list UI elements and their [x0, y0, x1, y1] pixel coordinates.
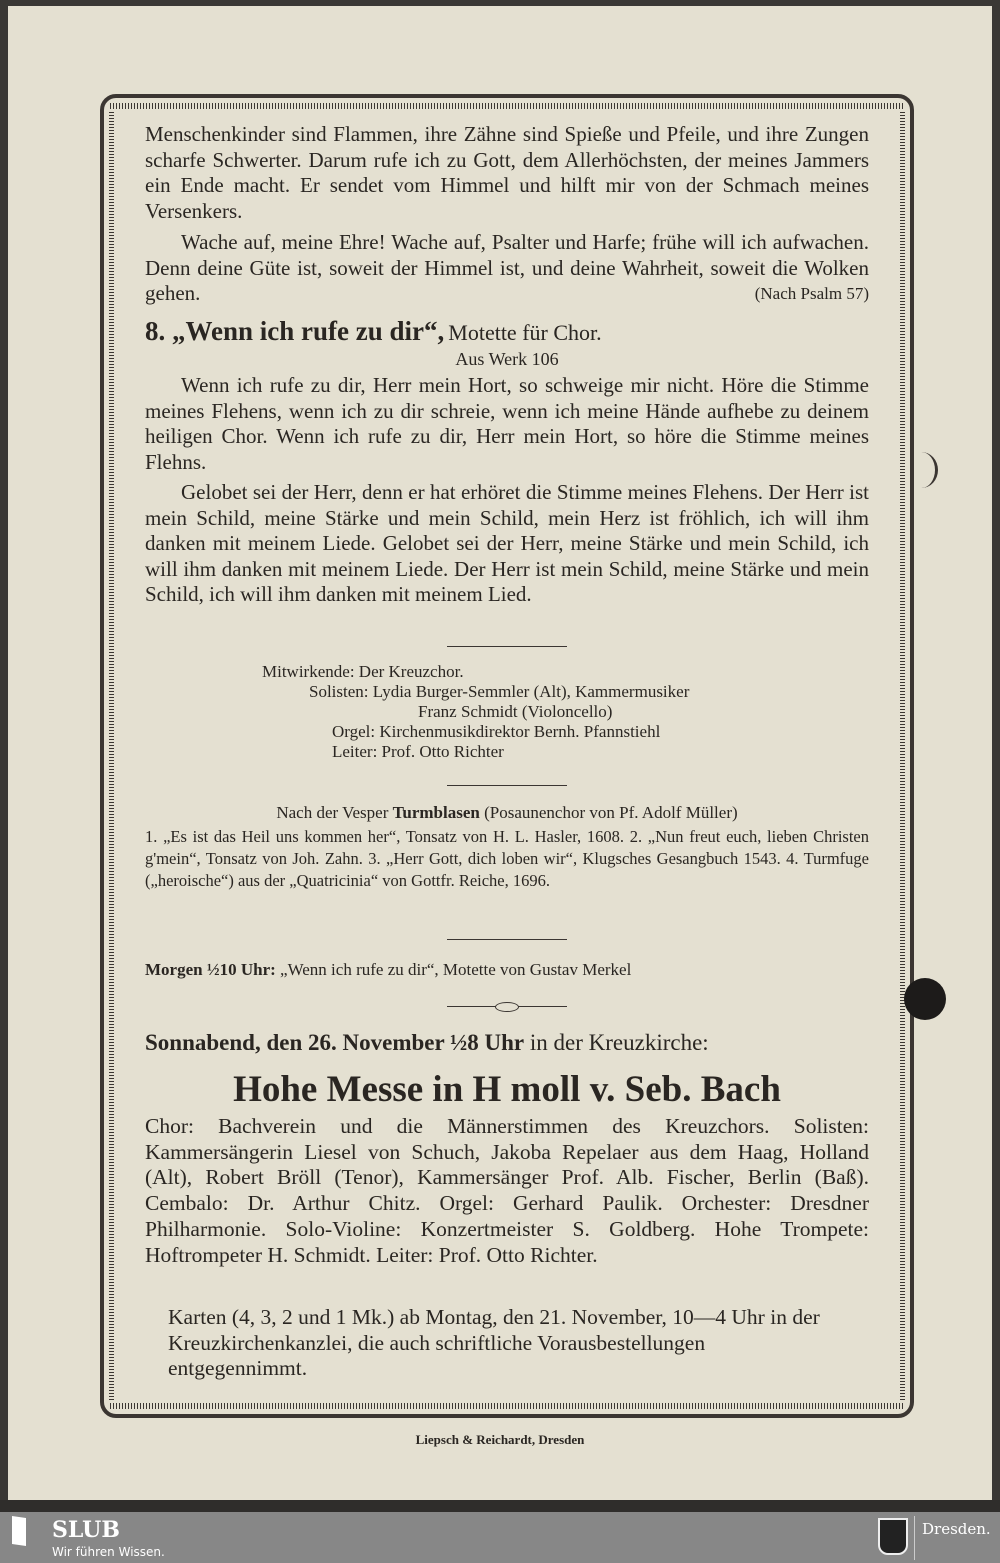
tickets-info: Karten (4, 3, 2 und 1 Mk.) ab Montag, den 21. November, 10—4 Uhr in der Kreuzkirchenkanzlei, die auch schriftliche Vorausbestellungen entgegennimmt.: [168, 1305, 820, 1380]
dresden-coat-of-arms-icon: [878, 1518, 908, 1555]
divider: [447, 785, 567, 786]
item-title: 8. „Wenn ich rufe zu dir“,: [145, 316, 445, 346]
item-paragraph: Wenn ich rufe zu dir, Herr mein Hort, so schweige mir nicht. Höre die Stimme meines Flehens, wenn ich zu dir schreie, wenn ich meine Hände aufhebe zu deinem heiligen Chor. Wenn ich rufe zu dir, Herr mein Hort, so höre die Stimme meines Flehns.: [145, 373, 869, 474]
viewer-footer-bar: [0, 1512, 1000, 1563]
turmblasen-list: 1. „Es ist das Heil uns kommen her“, Tonsatz von H. L. Hasler, 1608. 2. „Nun freut euch, lieben Christen g'mein“, Tonsatz von Joh. Zahn. 3. „Herr Gott, dich loben wir“, Klugsches Gesangbuch 1543. 4. Turmfuge („heroische“) aus der „Quatricinia“ von Gottfr. Reiche, 1696.: [145, 827, 869, 890]
credits-line: Mitwirkende: Der Kreuzchor.: [262, 662, 464, 681]
concert-title: Hohe Messe in H moll v. Seb. Bach: [233, 1069, 781, 1110]
punch-hole-arc: [905, 452, 938, 488]
psalm-text: [145, 122, 869, 307]
printer-imprint: Liepsch & Reichardt, Dresden: [415, 1432, 585, 1447]
psalm-paragraph: Wache auf, meine Ehre! Wache auf, Psalter und Harfe; frühe will ich aufwachen. Denn deine Güte ist, soweit der Himmel ist, und deine Wahrheit, soweit die Wolken gehen. (Nach Psalm 57): [145, 230, 869, 305]
psalm-source: (Nach Psalm 57): [754, 284, 869, 303]
slub-tagline: Wir führen Wissen.: [52, 1545, 165, 1559]
turmblasen: [145, 803, 869, 892]
item-subtitle: Motette für Chor.: [448, 320, 602, 345]
scan-edge: [0, 1500, 1000, 1512]
concert-performers: Chor: Bachverein und die Männerstimmen des Kreuzchors. Solisten: Kammersängerin Liesel von Schuch, Jakoba Repelaer aus dem Haag, Holland (Alt), Robert Bröll (Tenor), Kammersänger Prof. Alb. Fischer, Berlin (Baß). Cembalo: Dr. Arthur Chitz. Orgel: Gerhard Paulik. Orchester: Dresdner Philharmonie. Solo-Violine: Konzertmeister S. Goldberg. Hohe Trompete: Hoftrompeter H. Schmidt. Leiter: Prof. Otto Richter.: [145, 1114, 869, 1267]
divider: [447, 646, 567, 647]
morgen-note: Morgen ½10 Uhr: „Wenn ich rufe zu dir“, Motette von Gustav Merkel: [145, 960, 632, 979]
dresden-logo-text[interactable]: Dresden.: [922, 1520, 991, 1538]
credits-line: Franz Schmidt (Violoncello): [418, 702, 613, 721]
credits-line: Solisten: Lydia Burger-Semmler (Alt), Kammermusiker: [309, 682, 690, 701]
concert-performers-block: [145, 1114, 869, 1268]
concert-date: Sonnabend, den 26. November ½8 Uhr in der Kreuzkirche:: [145, 1030, 709, 1055]
turmblasen-heading: Nach der Vesper Turmblasen (Posaunenchor von Pf. Adolf Müller): [276, 803, 738, 822]
credits-line: Orgel: Kirchenmusikdirektor Bernh. Pfannstiehl: [332, 722, 661, 741]
item-paragraph: Gelobet sei der Herr, denn er hat erhöret die Stimme meines Flehens. Der Herr ist mein Schild, meine Stärke und mein Schild, mein Herz ist fröhlich, ich will ihm danken mit meinem Liede. Gelobet sei der Herr, meine Stärke und mein Schild, ich will ihm danken mit meinem Liede. Der Herr ist mein Schild, meine Stärke und mein Schild, ich will ihm danken mit meinem Lied.: [145, 480, 869, 606]
punch-hole: [904, 978, 946, 1020]
separator: [914, 1516, 915, 1560]
slub-logo-text[interactable]: SLUB: [52, 1517, 120, 1543]
divider: [447, 939, 567, 940]
psalm-paragraph: Menschenkinder sind Flammen, ihre Zähne sind Spieße und Pfeile, und ihre Zungen scharfe Schwerter. Darum rufe ich zu Gott, dem Allerhöchsten, der meines Jammers ein Ende macht. Er sendet vom Himmel und hilft mir von der Schmach meines Versenkers.: [145, 122, 869, 223]
tickets-block: [168, 1305, 848, 1382]
item-8: [145, 316, 869, 608]
ornament-center: [495, 1002, 519, 1012]
credits: [262, 662, 689, 762]
item-work: Aus Werk 106: [455, 349, 559, 369]
credits-line: Leiter: Prof. Otto Richter: [332, 742, 504, 761]
slub-book-icon: [12, 1516, 26, 1546]
